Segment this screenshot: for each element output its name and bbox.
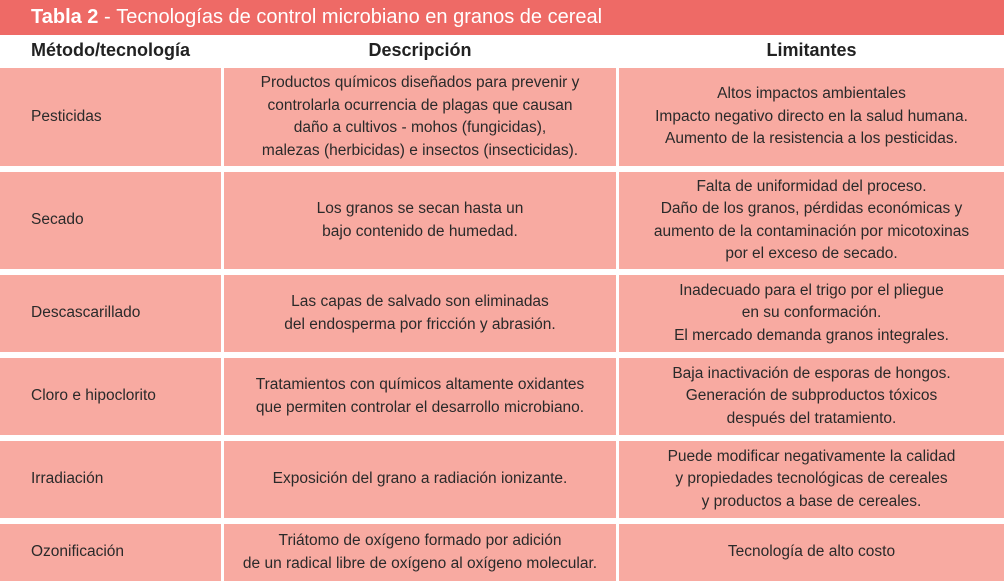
table-title [0, 0, 1004, 35]
table-row [0, 275, 1004, 352]
limitations-cell-line: después del tratamiento. [726, 409, 897, 427]
table-header [0, 35, 1004, 65]
limitations-cell-line: por el exceso de secado. [725, 245, 898, 262]
limitations-cell-line: Daño de los granos, pérdidas económicas y [660, 200, 963, 217]
limitations-cell-line: Puede modificar negativamente la calidad [667, 447, 956, 465]
description-cell-line: daño a cultivos - mohos (fungicidas), [293, 119, 547, 136]
method-cell: Secado [0, 172, 221, 269]
limitations-cell-line: Tecnología de alto costo [727, 543, 896, 561]
header-limitations: Limitantes [766, 39, 857, 60]
method-cell: Pesticidas [0, 68, 221, 166]
description-cell-line: que permiten controlar el desarrollo microbiano. [255, 398, 585, 416]
method-cell: Ozonificación [0, 524, 221, 581]
limitations-cell-line: Baja inactivación de esporas de hongos. [672, 364, 951, 382]
description-cell [224, 358, 616, 435]
description-cell [224, 172, 616, 269]
table-row [0, 68, 1004, 166]
table-row [0, 172, 1004, 269]
limitations-cell-line: y productos a base de cereales. [701, 492, 922, 510]
header-method: Método/tecnología [31, 39, 190, 60]
limitations-cell-line: Generación de subproductos tóxicos [685, 387, 938, 405]
table-number: Tabla 2 [31, 6, 99, 28]
method-cell: Descascarillado [0, 275, 221, 352]
description-cell-line: del endosperma por fricción y abrasión. [284, 315, 556, 333]
limitations-cell-line: Inadecuado para el trigo por el pliegue [679, 281, 944, 299]
description-cell-line: Triátomo de oxígeno formado por adición [278, 532, 562, 549]
method-cell: Cloro e hipoclorito [0, 358, 221, 435]
description-cell-line: malezas (herbicidas) e insectos (insecticidas). [261, 141, 579, 159]
description-cell-line: controlarla ocurrencia de plagas que causan [267, 96, 573, 114]
limitations-cell [619, 172, 1004, 269]
limitations-cell-line: Aumento de la resistencia a los pesticidas. [665, 130, 958, 148]
description-cell-line: Los granos se secan hasta un [316, 200, 524, 217]
limitations-cell-line: El mercado demanda granos integrales. [674, 326, 949, 344]
method-cell: Irradiación [0, 441, 221, 518]
description-cell [224, 68, 616, 166]
limitations-cell-line: Altos impactos ambientales [717, 85, 906, 103]
description-cell-line: Exposición del grano a radiación ionizante. [272, 470, 568, 488]
limitations-cell-line: en su conformación. [741, 304, 882, 322]
limitations-cell-line: y propiedades tecnológicas de cereales [675, 470, 948, 488]
description-cell-line: Las capas de salvado son eliminadas [291, 293, 549, 310]
description-cell [224, 441, 616, 518]
description-cell-line: Productos químicos diseñados para prevenir y [260, 74, 580, 91]
table-row [0, 358, 1004, 435]
limitations-cell-line: Falta de uniformidad del proceso. [696, 177, 927, 195]
limitations-cell-line: Impacto negativo directo en la salud humana. [655, 107, 968, 125]
description-cell [224, 524, 616, 581]
limitations-cell [619, 358, 1004, 435]
table-caption: Tecnologías de control microbiano en granos de cereal [116, 6, 603, 28]
limitations-cell-line: aumento de la contaminación por micotoxinas [653, 222, 970, 240]
title-separator: - [98, 6, 117, 28]
limitations-cell [619, 275, 1004, 352]
limitations-cell [619, 68, 1004, 166]
description-cell-line: de un radical libre de oxígeno al oxígeno molecular. [242, 554, 598, 572]
table-row [0, 441, 1004, 518]
limitations-cell [619, 524, 1004, 581]
description-cell-line: bajo contenido de humedad. [322, 222, 518, 240]
table-row [0, 524, 1004, 581]
limitations-cell [619, 441, 1004, 518]
header-description: Descripción [368, 39, 472, 60]
description-cell [224, 275, 616, 352]
description-cell-line: Tratamientos con químicos altamente oxidantes [255, 376, 585, 393]
